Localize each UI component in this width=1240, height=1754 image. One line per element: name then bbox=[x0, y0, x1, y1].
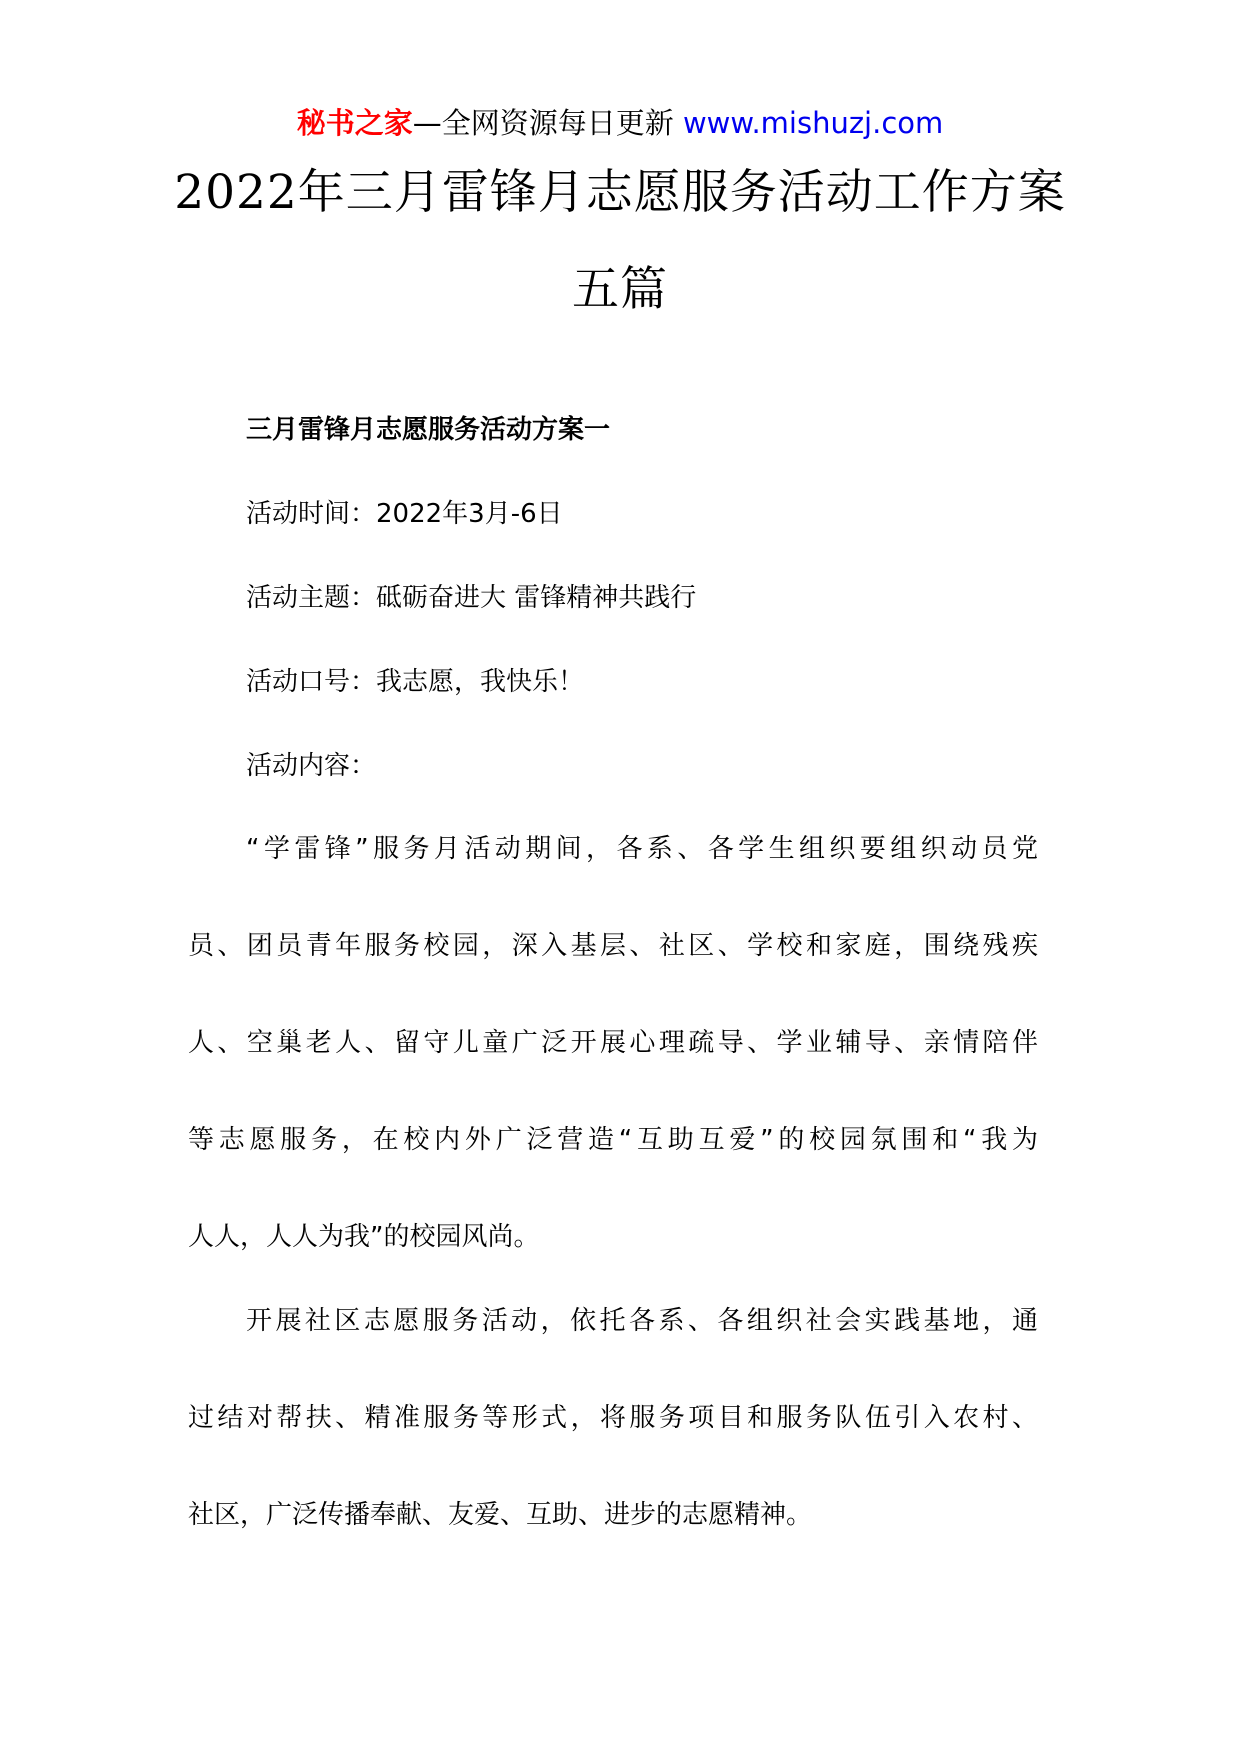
site-header bbox=[0, 103, 1240, 143]
document-title-line-1: 2022年三月雷锋月志愿服务活动工作方案 bbox=[174, 165, 1066, 220]
activity-slogan: 活动口号：我志愿，我快乐！ bbox=[246, 667, 585, 697]
activity-content-label: 活动内容： bbox=[246, 751, 377, 781]
paragraph-1-line-4: 等志愿服务，在校内外广泛营造“互助互爱”的校园氛围和“我为 bbox=[188, 1125, 1038, 1155]
site-slogan: —全网资源每日更新 bbox=[412, 106, 674, 140]
paragraph-2-line-2: 过结对帮扶、精准服务等形式，将服务项目和服务队伍引入农村、 bbox=[188, 1403, 1038, 1433]
site-name: 秘书之家 bbox=[296, 106, 413, 140]
paragraph-2-line-1: 开展社区志愿服务活动，依托各系、各组织社会实践基地，通 bbox=[246, 1306, 1038, 1336]
activity-time: 活动时间：2022年3月-6日 bbox=[246, 499, 563, 529]
paragraph-2-line-3: 社区，广泛传播奉献、友爱、互助、进步的志愿精神。 bbox=[188, 1500, 813, 1530]
paragraph-1-line-3: 人、空巢老人、留守儿童广泛开展心理疏导、学业辅导、亲情陪伴 bbox=[188, 1028, 1038, 1058]
document-title-line-2: 五篇 bbox=[572, 262, 668, 317]
paragraph-1-line-5: 人人，人人为我”的校园风尚。 bbox=[188, 1222, 540, 1252]
paragraph-1-line-2: 员、团员青年服务校园，深入基层、社区、学校和家庭，围绕残疾 bbox=[188, 931, 1038, 961]
site-url-link[interactable]: www.mishuzj.com bbox=[682, 106, 944, 140]
activity-theme: 活动主题：砥砺奋进大 雷锋精神共践行 bbox=[246, 583, 697, 613]
section-heading: 三月雷锋月志愿服务活动方案一 bbox=[246, 415, 611, 445]
paragraph-1-line-1: “学雷锋”服务月活动期间，各系、各学生组织要组织动员党 bbox=[246, 834, 1038, 864]
